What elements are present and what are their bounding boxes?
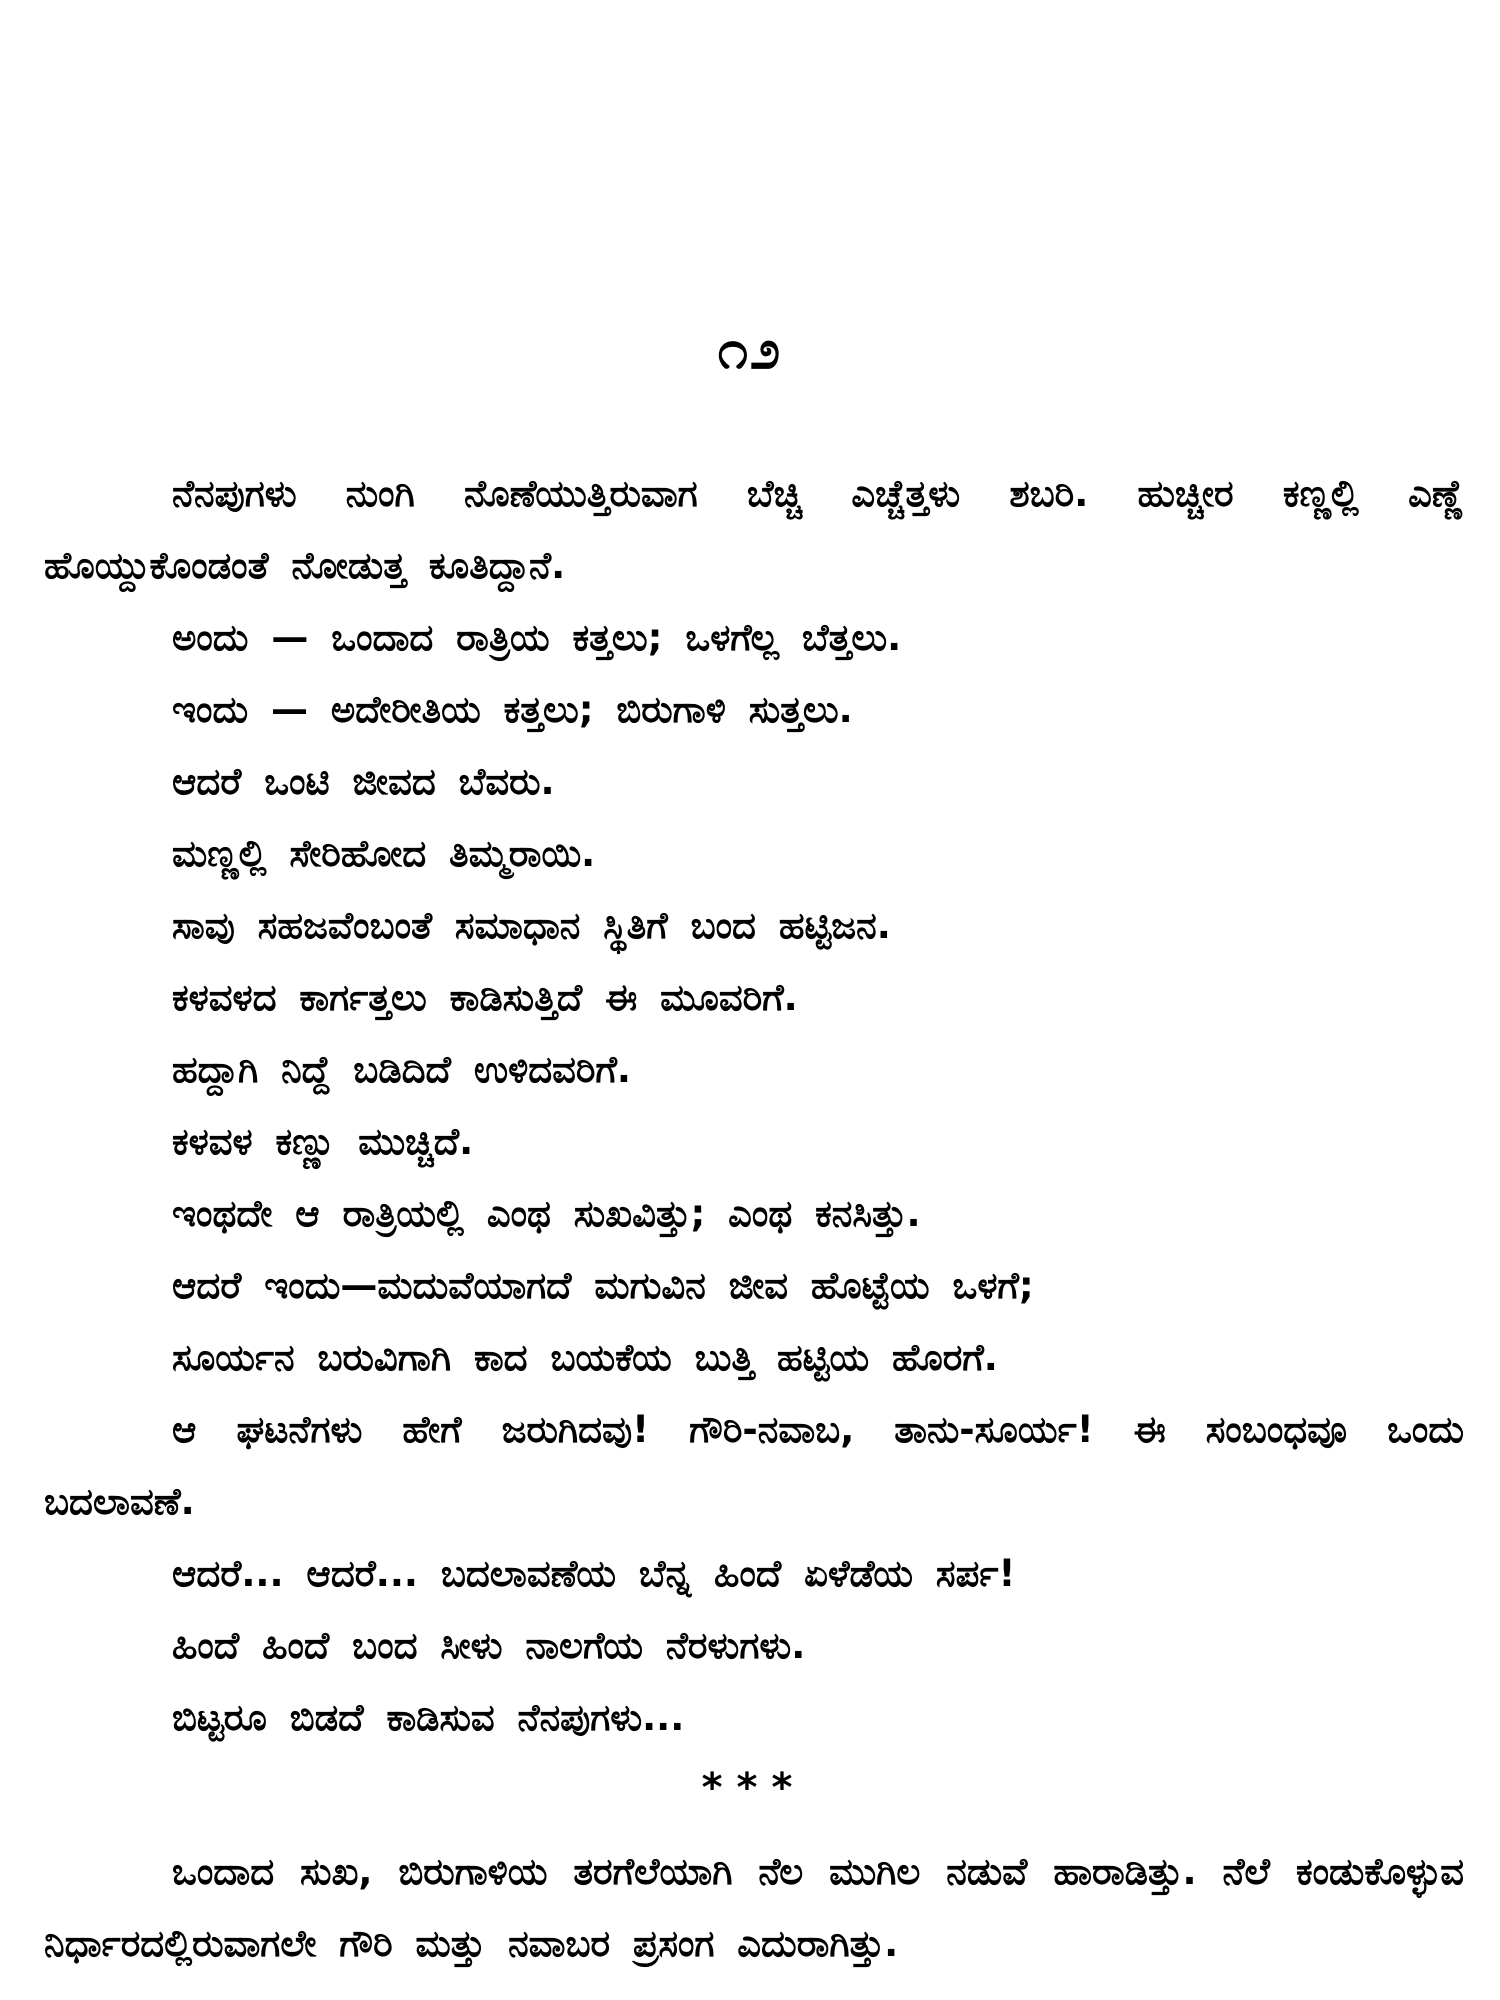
text-line: ಹದ್ದಾಗಿ ನಿದ್ದೆ ಬಡಿದಿದೆ ಉಳಿದವರಿಗೆ. bbox=[172, 1048, 631, 1091]
text-line: ಬಿಟ್ಟರೂ ಬಿಡದೆ ಕಾಡಿಸುವ ನೆನಪುಗಳು... bbox=[172, 1696, 685, 1739]
chapter-body bbox=[44, 458, 1464, 1980]
text-line: ಕಳವಳದ ಕಾರ್ಗತ್ತಲು ಕಾಡಿಸುತ್ತಿದೆ ಈ ಮೂವರಿಗೆ. bbox=[172, 976, 798, 1019]
text-line: ಆದರೆ... ಆದರೆ... ಬದಲಾವಣೆಯ ಬೆನ್ನ ಹಿಂದೆ ಏಳೆಡೆಯ ಸರ್ಪ! bbox=[172, 1552, 1016, 1595]
text-line: ಹಿಂದೆ ಹಿಂದೆ ಬಂದ ಸೀಳು ನಾಲಗೆಯ ನೆರಳುಗಳು. bbox=[172, 1624, 806, 1667]
text-line: ಇಂಥದೇ ಆ ರಾತ್ರಿಯಲ್ಲಿ ಎಂಥ ಸುಖವಿತ್ತು; ಎಂಥ ಕನಸಿತ್ತು. bbox=[172, 1192, 921, 1235]
text-line: ಆದರೆ ಇಂದು—ಮದುವೆಯಾಗದೆ ಮಗುವಿನ ಜೀವ ಹೊಟ್ಟೆಯ ಒಳಗೆ; bbox=[172, 1264, 1034, 1307]
chapter-number: ೧೨ bbox=[717, 318, 783, 381]
paragraph-closing: ಒಂದಾದ ಸುಖ, ಬಿರುಗಾಳಿಯ ತರಗೆಲೆಯಾಗಿ ನೆಲ ಮುಗಿಲ ನಡುವೆ ಹಾರಾಡಿತ್ತು. ನೆಲೆ ಕಂಡುಕೊಳ್ಳುವ ನಿರ್ಧಾರದಲ್ಲಿರುವಾಗಲೇ ಗೌರಿ ಮತ್ತು ನವಾಬರ ಪ್ರಸಂಗ ಎದುರಾಗಿತ್ತು. bbox=[44, 1850, 1464, 1965]
text-line: ಆದರೆ ಒಂಟಿ ಜೀವದ ಬೆವರು. bbox=[172, 760, 555, 803]
text-line: ಸಾವು ಸಹಜವೆಂಬಂತೆ ಸಮಾಧಾನ ಸ್ಥಿತಿಗೆ ಬಂದ ಹಟ್ಟಿಜನ. bbox=[172, 904, 891, 947]
text-line: ಸೂರ್ಯನ ಬರುವಿಗಾಗಿ ಕಾದ ಬಯಕೆಯ ಬುತ್ತಿ ಹಟ್ಟಿಯ ಹೊರಗೆ. bbox=[172, 1336, 998, 1379]
section-separator: *** bbox=[701, 1765, 807, 1811]
paragraph-events: ಆ ಘಟನೆಗಳು ಹೇಗೆ ಜರುಗಿದವು! ಗೌರಿ-ನವಾಬ, ತಾನು-ಸೂರ್ಯ! ಈ ಸಂಬಂಧವೂ ಒಂದು ಬದಲಾವಣೆ. bbox=[44, 1408, 1464, 1523]
paragraph-opening: ನೆನಪುಗಳು ನುಂಗಿ ನೊಣೆಯುತ್ತಿರುವಾಗ ಬೆಚ್ಚಿ ಎಚ್ಚೆತ್ತಳು ಶಬರಿ. ಹುಚ್ಚೀರ ಕಣ್ಣಲ್ಲಿ ಎಣ್ಣೆ ಹೊಯ್ದುಕೊಂಡಂತೆ ನೋಡುತ್ತ ಕೂತಿದ್ದಾನೆ. bbox=[44, 472, 1464, 587]
text-line: ಅಂದು — ಒಂದಾದ ರಾತ್ರಿಯ ಕತ್ತಲು; ಒಳಗೆಲ್ಲ ಬೆತ್ತಲು. bbox=[172, 616, 902, 659]
text-line: ಮಣ್ಣಲ್ಲಿ ಸೇರಿಹೋದ ತಿಮ್ಮರಾಯಿ. bbox=[172, 832, 596, 875]
text-line: ಇಂದು — ಅದೇರೀತಿಯ ಕತ್ತಲು; ಬಿರುಗಾಳಿ ಸುತ್ತಲು. bbox=[172, 688, 853, 731]
text-line: ಕಳವಳ ಕಣ್ಣು ಮುಚ್ಚಿದೆ. bbox=[172, 1120, 474, 1163]
